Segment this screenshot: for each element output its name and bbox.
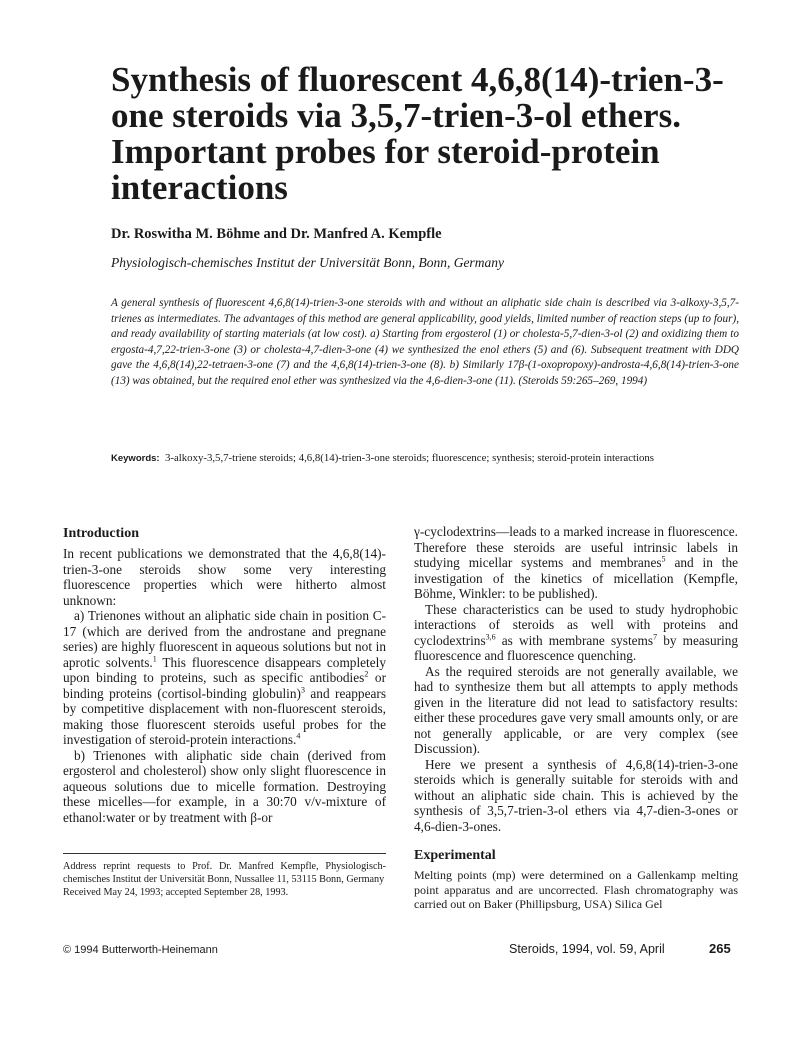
footnote-divider <box>63 853 386 854</box>
reference-4: 4 <box>296 731 301 741</box>
reference-3-6: 3,6 <box>485 632 496 642</box>
introduction-heading: Introduction <box>63 526 139 541</box>
right-paragraph-1: γ-cyclodextrins—leads to a marked increase in fluorescence. Therefore these steroids are useful intrinsic labels in studying micellar systems and membranes$^5$ and in the investigation of the kinetics of micellation (Kempfle, Böhme, Winkler: to be published). <box>414 524 739 601</box>
journal-citation: Steroids, 1994, vol. 59, April <box>509 942 665 956</box>
page-number: 265 <box>709 941 731 956</box>
keywords-label: Keywords: <box>111 453 160 464</box>
experimental-body: Melting points (mp) were determined on a Gallenkamp melting point apparatus and are uncorrected. Flash chromatography was carried out on Baker (Phillipsburg, USA) Silica Gel <box>414 868 738 911</box>
reference-3: 3 <box>300 685 305 695</box>
intro-paragraph-3: b) Trienones with aliphatic side chain (derived from ergosterol and cholesterol) show only slight fluorescence in aqueous solutions due to micelle formation. Destroying these micelles—for example, in a 30:70 v/v-mixture of ethanol:water or by treatment with β-or <box>63 747 386 825</box>
footnote-received: Received May 24, 1993; accepted September 28, 1993. <box>63 887 289 898</box>
reference-5: 5 <box>661 554 666 564</box>
article-title: Synthesis of fluorescent 4,6,8(14)-trien-3-one steroids via 3,5,7-trien-3-ol ethers. Important probes for steroid-protein interactions <box>111 60 724 207</box>
keywords-text: 3-alkoxy-3,5,7-triene steroids; 4,6,8(14)-trien-3-one steroids; fluorescence; synthesis; steroid-protein interactions <box>164 452 655 464</box>
abstract: A general synthesis of fluorescent 4,6,8(14)-trien-3-one steroids with and without an aliphatic side chain is described via 3-alkoxy-3,5,7-trienes as intermediates. The advantages of this method are general applicability, good yields, limited number of reaction steps (up to four), and ready availability of starting materials (at low cost). a) Starting from ergosterol (1) or cholesta-5,7-dien-3-ol (2) and oxidizing them to ergosta-4,7,22-trien-3-one (3) or cholesta-4,7-dien-3-one (4) we synthesized the enol ethers (5) and (6). Subsequent treatment with DDQ gave the 4,6,8(14),22-tetraen-3-one (7) and the 4,6,8(14)-trien-3-one (8). b) Similarly 17β-(1-oxopropoxy)-androsta-4,6,8(14)-trien-3-one (13) was obtained, but the required enol ether was synthesized via the 4,6-dien-3-one (11). (Steroids 59:265–269, 1994) <box>111 297 739 387</box>
footnote-address: Address reprint requests to Prof. Dr. Manfred Kempfle, Physiologisch-chemisches Institut der Universität Bonn, Nussallee 11, 53115 Bonn, Germany <box>63 861 386 885</box>
copyright-notice: © 1994 Butterworth-Heinemann <box>63 944 218 956</box>
affiliation: Physiologisch-chemisches Institut der Universität Bonn, Bonn, Germany <box>111 255 504 270</box>
right-paragraph-3: As the required steroids are not generally available, we had to synthesize them but all attempts to apply methods given in the literature did not lead to satisfactory results: either these procedures gave very small amounts only, or are not generally applicable, or are very complex (see Discussion). <box>414 663 738 756</box>
right-column-body <box>414 524 738 834</box>
author-list: Dr. Roswitha M. Böhme and Dr. Manfred A. Kempfle <box>111 226 442 242</box>
reference-2: 2 <box>364 669 369 679</box>
introduction-body <box>63 546 386 825</box>
intro-paragraph-2: a) Trienones without an aliphatic side chain in position C-17 (which are derived from the androstane and pregnane series) are highly fluorescent in aqueous solutions but not in aprotic solvents.$^1$ This fluorescence disappears completely upon binding to proteins, such as specific antibodies$^2$ or binding proteins (cortisol-binding globulin)$^3$ and reappears by competitive displacement with non-fluorescent steroids, making those fluorescent steroids useful probes for the investigation of steroid-protein interactions.$^4$ <box>63 608 386 747</box>
experimental-heading: Experimental <box>414 848 496 863</box>
keywords <box>111 451 739 466</box>
right-paragraph-2: These characteristics can be used to study hydrophobic interactions of steroids as well with proteins and cyclodextrins$^{3,6}$ as with membrane systems$^7$ by measuring fluorescence and fluorescence quenching. <box>414 601 739 663</box>
reference-7: 7 <box>653 632 658 642</box>
reference-1: 1 <box>152 654 157 664</box>
right-paragraph-4: Here we present a synthesis of 4,6,8(14)-trien-3-one steroids which is generally suitable for steroids with and without an aliphatic side chain. This is achieved by the synthesis of 3,5,7-trien-3-ol ethers via 4,7-dien-3-ones or 4,6-dien-3-ones. <box>414 756 738 834</box>
footnote <box>63 860 386 899</box>
intro-paragraph-1: In recent publications we demonstrated that the 4,6,8(14)-trien-3-one steroids show some very interesting fluorescence properties which were hitherto almost unknown: <box>63 546 386 608</box>
